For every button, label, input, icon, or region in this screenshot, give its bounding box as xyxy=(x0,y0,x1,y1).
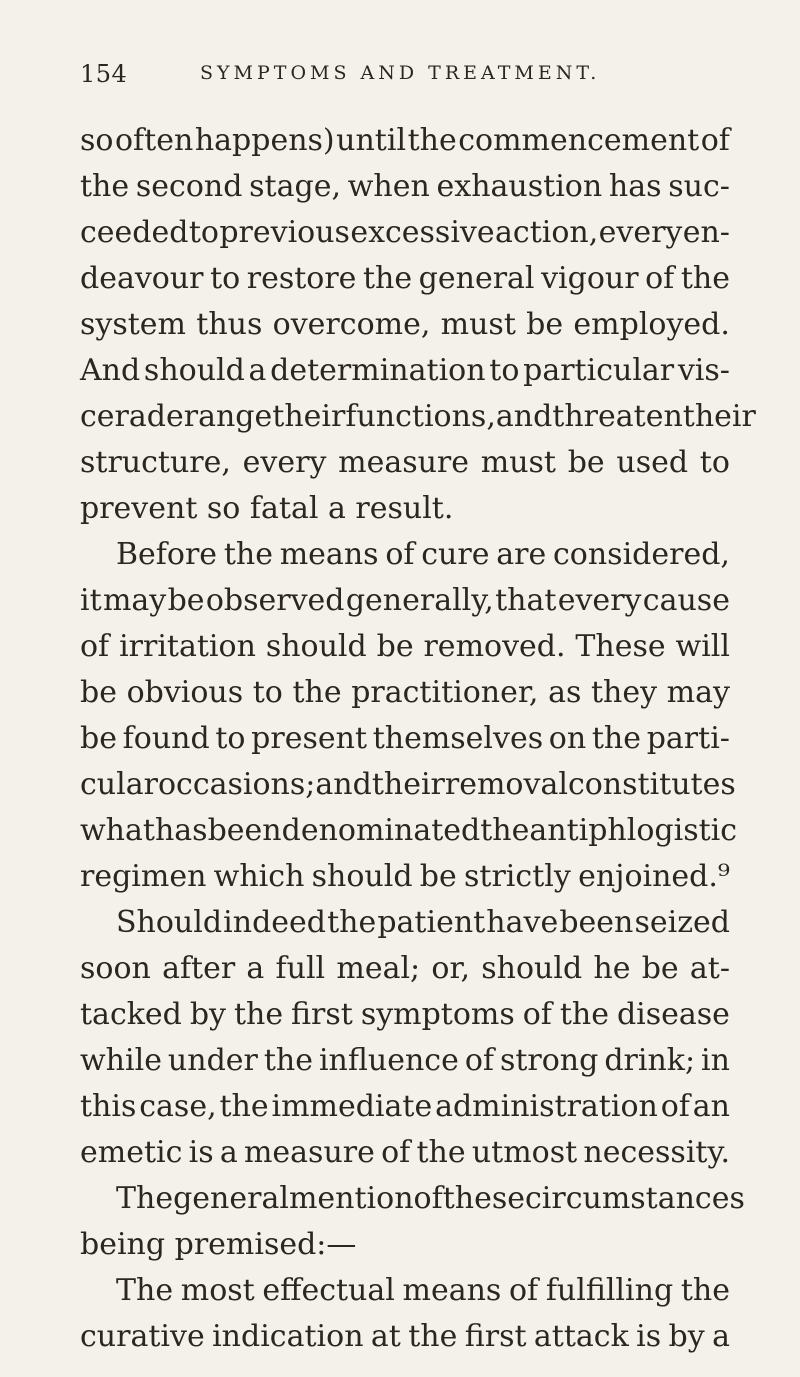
body-text xyxy=(80,118,756,1360)
text-line: Should indeed the patient have been seized xyxy=(116,905,730,940)
text-line: while under the influence of strong drink; in xyxy=(80,1043,730,1078)
text-line: it may be observed generally, that every cause xyxy=(80,583,730,618)
text-line: the second stage, when exhaustion has suc- xyxy=(80,169,730,204)
text-line: being premised:— xyxy=(80,1227,357,1262)
text-line: system thus overcome, must be employed. xyxy=(80,307,730,342)
running-title: SYMPTOMS AND TREATMENT. xyxy=(200,62,601,84)
text-line: cera derange their functions, and threaten their xyxy=(80,399,756,434)
text-line: curative indication at the first attack is by a xyxy=(80,1319,730,1354)
text-line: And should a determination to particular vis- xyxy=(80,353,730,388)
text-line: regimen which should be strictly enjoined.⁹ xyxy=(80,859,730,894)
text-line: this case, the immediate administration of an xyxy=(80,1089,730,1124)
text-line: ceeded to previous excessive action, every en- xyxy=(80,215,730,250)
text-line: be obvious to the practitioner, as they may xyxy=(80,675,730,710)
text-line: of irritation should be removed. These will xyxy=(80,629,730,664)
text-line: cular occasions ; and their removal constitutes xyxy=(80,767,736,802)
running-head xyxy=(80,60,720,96)
text-line: tacked by the first symptoms of the disease xyxy=(80,997,730,1032)
text-line: The general mention of these circumstances xyxy=(116,1181,745,1216)
text-line: so often happens) until the commencement of xyxy=(80,123,730,158)
text-line: deavour to restore the general vigour of the xyxy=(80,261,730,296)
text-line: structure, every measure must be used to xyxy=(80,445,730,480)
text-line: prevent so fatal a result. xyxy=(80,491,454,526)
text-line: what has been denominated the antiphlogistic xyxy=(80,813,738,848)
text-line: Before the means of cure are considered, xyxy=(116,537,730,572)
text-line: be found to present themselves on the parti- xyxy=(80,721,730,756)
text-line: The most effectual means of fulfilling the xyxy=(116,1273,730,1308)
text-line: soon after a full meal; or, should he be at- xyxy=(80,951,730,986)
page-number: 154 xyxy=(80,60,128,88)
text-line: emetic is a measure of the utmost necessity. xyxy=(80,1135,730,1170)
